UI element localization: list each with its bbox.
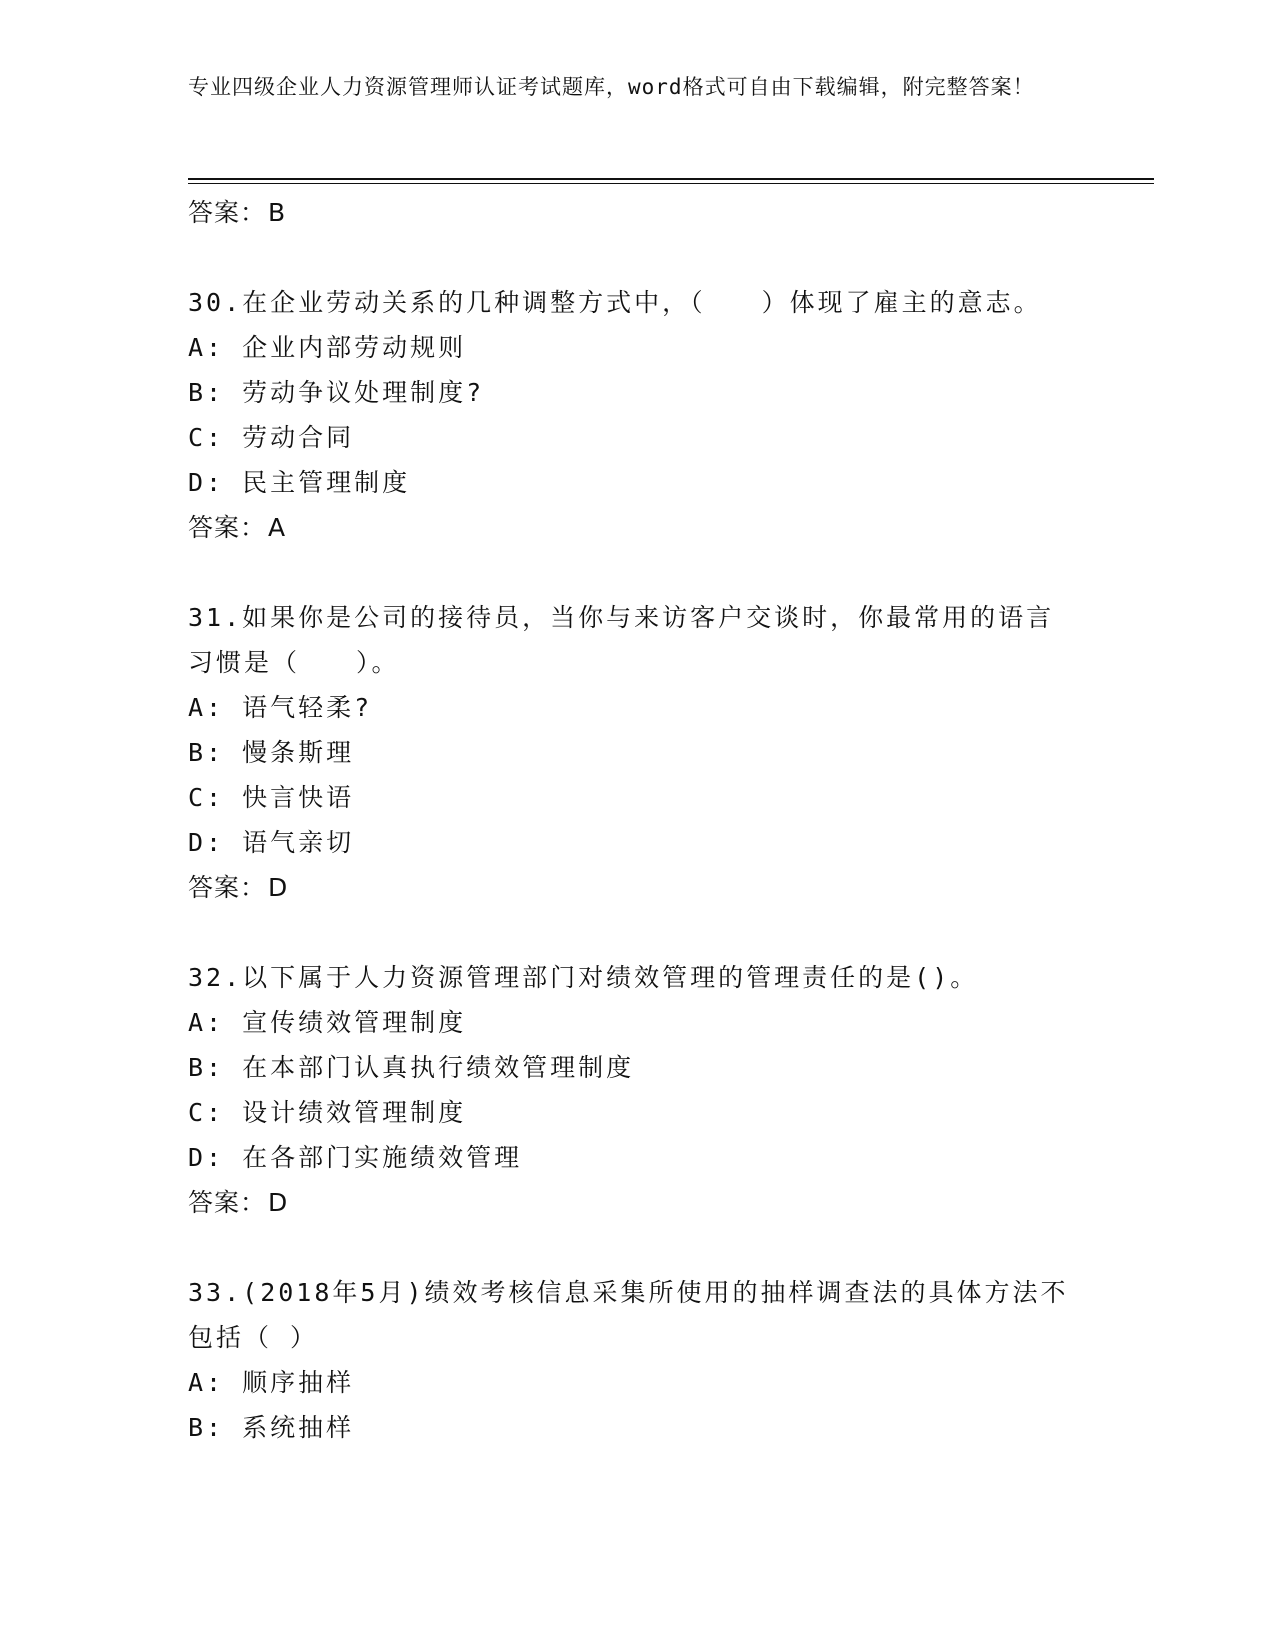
answer-label: 答案： [188,513,267,542]
question-stem: 33.(2018年5月)绩效考核信息采集所使用的抽样调查法的具体方法不 [188,1278,1069,1307]
answer-line [188,505,1088,550]
question-stem-continued: 习惯是（ ）。 [188,648,400,677]
option-a: A: 企业内部劳动规则 [188,333,467,362]
answer-value: A [268,513,287,542]
answer-label: 答案： [188,1188,267,1217]
option-d: D: 语气亲切 [188,828,355,857]
answer-label: 答案： [188,873,267,902]
answer-value: D [268,873,289,902]
option-b: B: 慢条斯理 [188,738,355,767]
option-d: D: 在各部门实施绩效管理 [188,1143,523,1172]
answer-line [188,1180,1088,1225]
question-stem: 31.如果你是公司的接待员，当你与来访客户交谈时，你最常用的语言 [188,603,1055,632]
option-d: D: 民主管理制度 [188,468,411,497]
question-stem: 32.以下属于人力资源管理部门对绩效管理的管理责任的是()。 [188,963,979,992]
answer-value: D [268,1188,289,1217]
header-rule-thin [188,183,1154,184]
answer-line [188,865,1088,910]
option-a: A: 宣传绩效管理制度 [188,1008,467,1037]
spacer [188,910,1088,955]
answer-value: B [268,198,287,227]
option-b: B: 系统抽样 [188,1413,355,1442]
option-a: A: 语气轻柔? [188,693,373,722]
spacer [188,1225,1088,1270]
question-content [188,190,1088,1450]
page-header: 专业四级企业人力资源管理师认证考试题库，word格式可自由下载编辑，附完整答案！ [188,75,1035,99]
answer-label: 答案： [188,198,267,227]
header-rule [188,178,1154,180]
option-c: C: 设计绩效管理制度 [188,1098,467,1127]
spacer [188,235,1088,280]
question-stem-continued: 包括（ ） [188,1323,319,1352]
option-a: A: 顺序抽样 [188,1368,355,1397]
option-b: B: 在本部门认真执行绩效管理制度 [188,1053,635,1082]
answer-line [188,190,1088,235]
option-b: B: 劳动争议处理制度? [188,378,485,407]
question-stem: 30.在企业劳动关系的几种调整方式中，（ ）体现了雇主的意志。 [188,288,1042,317]
spacer [188,550,1088,595]
option-c: C: 快言快语 [188,783,355,812]
option-c: C: 劳动合同 [188,423,355,452]
